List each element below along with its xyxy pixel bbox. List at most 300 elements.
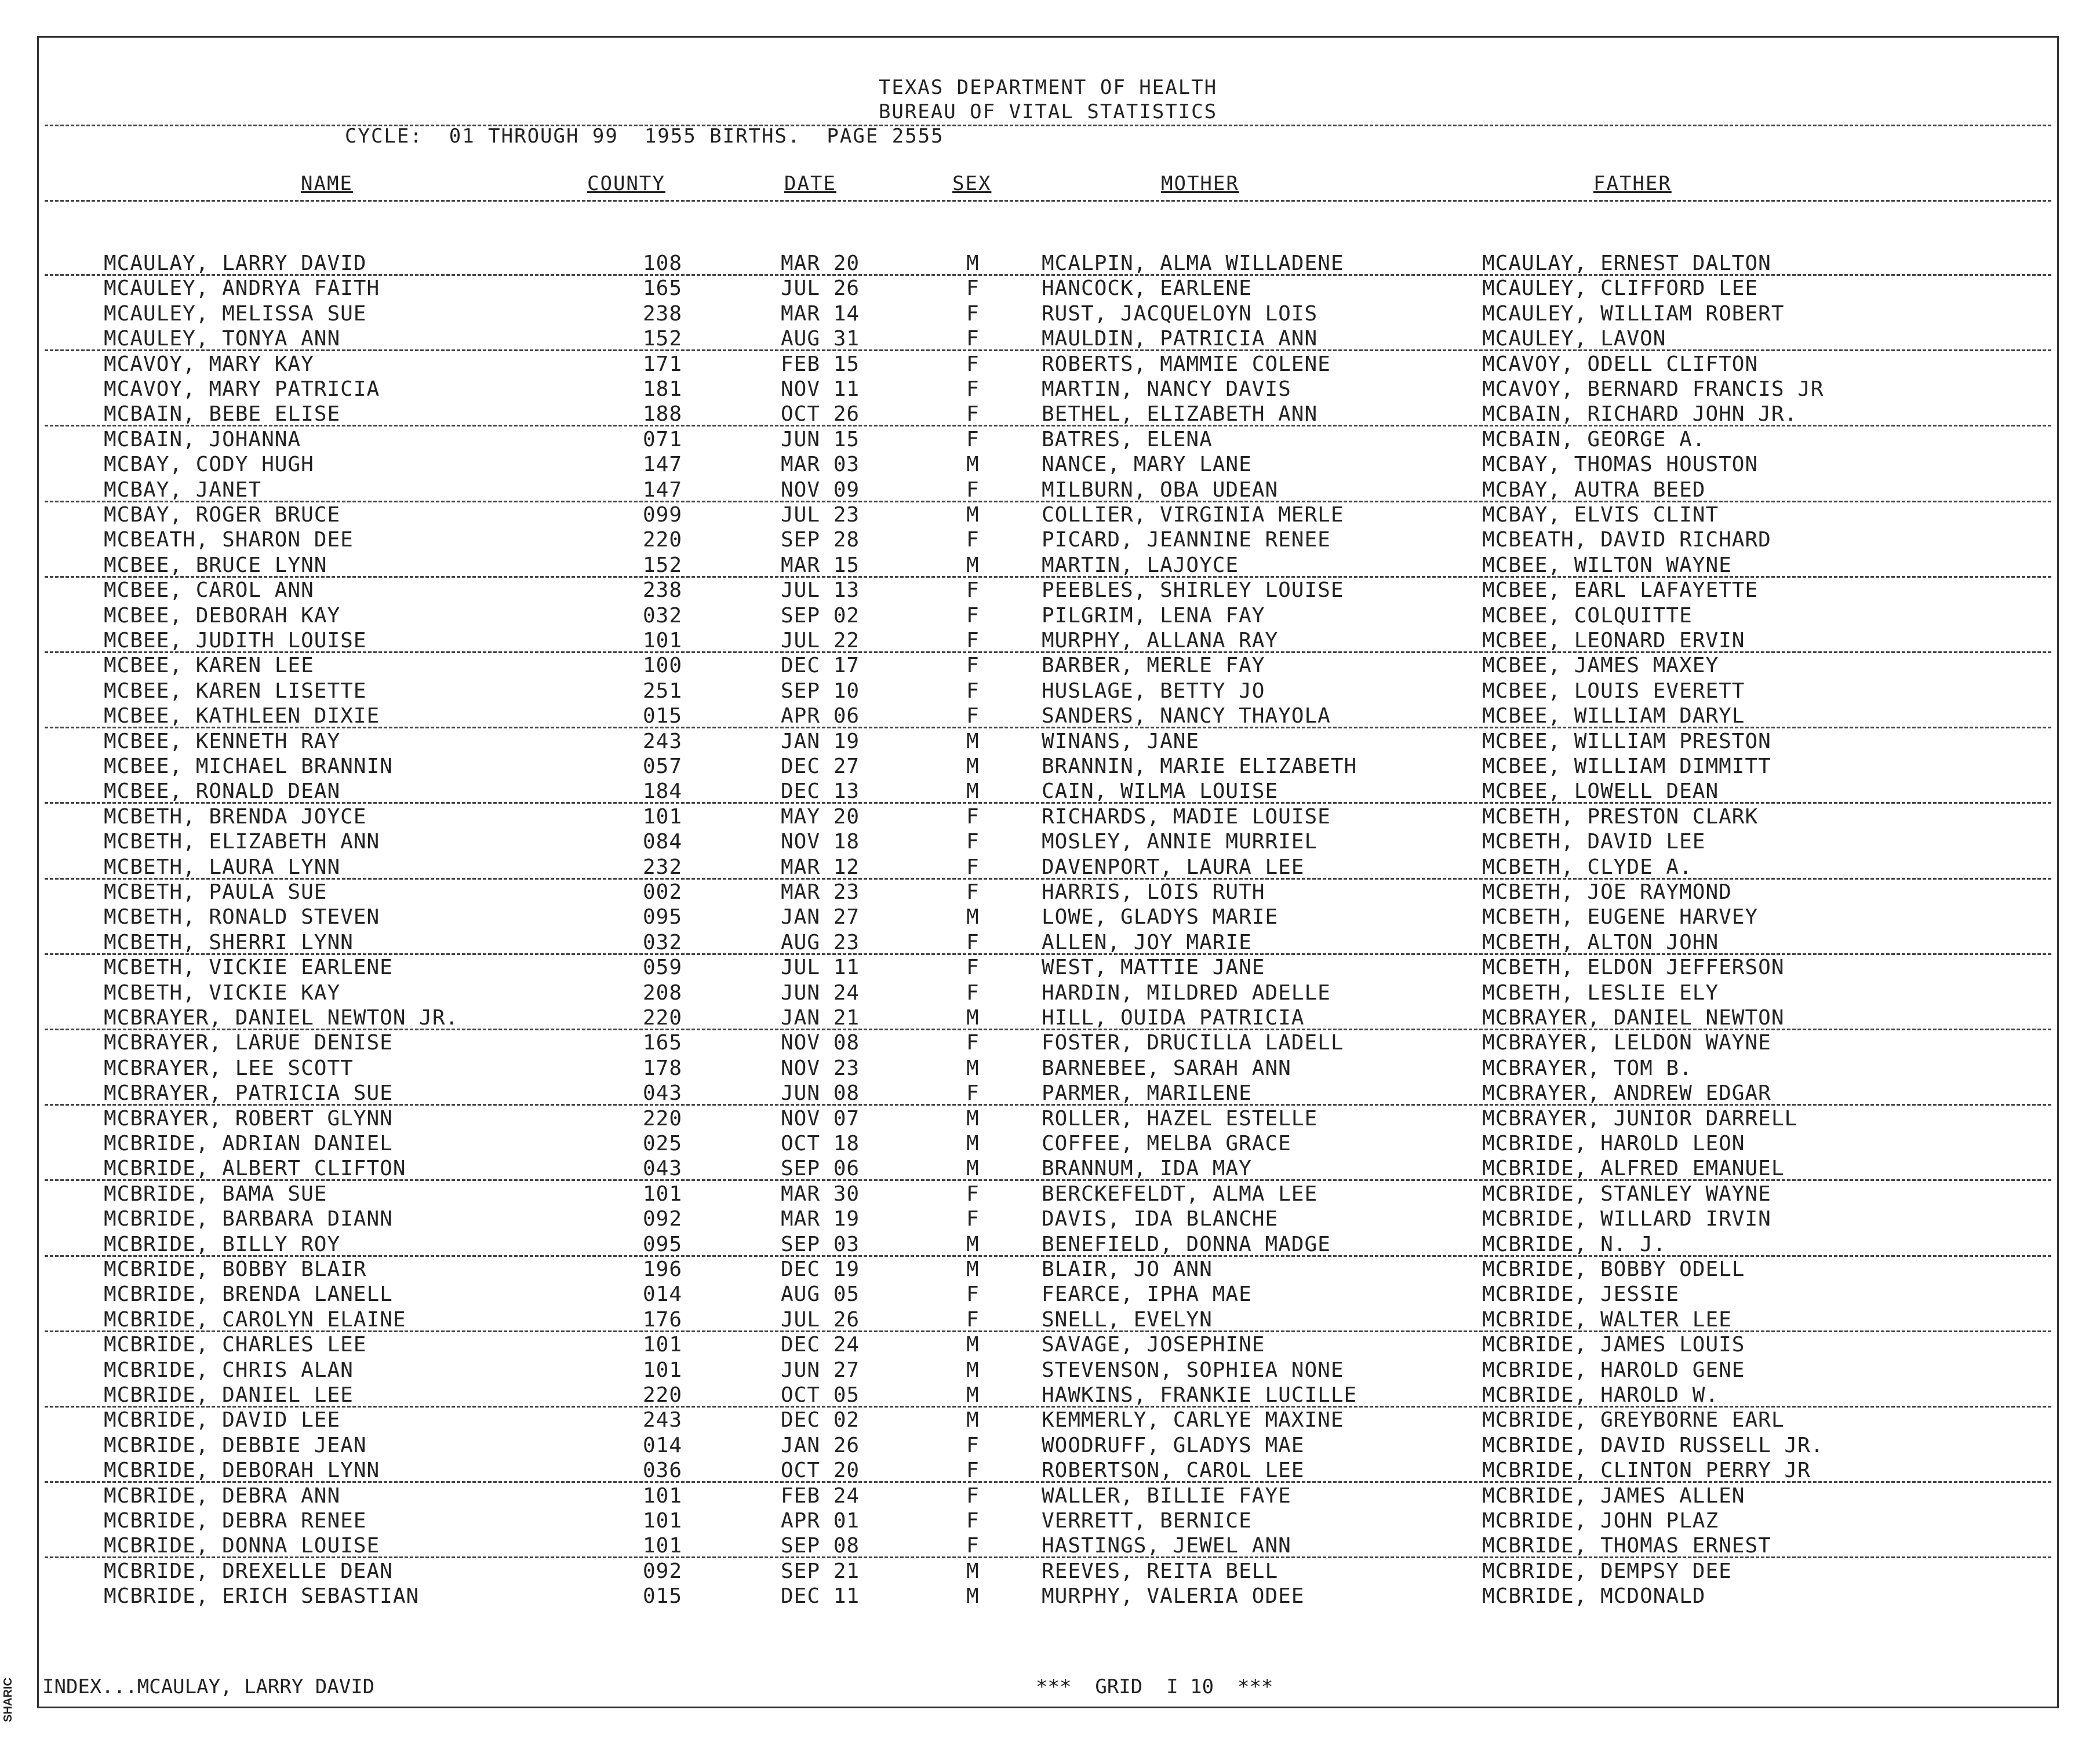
record-mother: REEVES, REITA BELL	[1042, 1559, 1279, 1583]
record-county: 015	[642, 704, 682, 728]
record-county: 014	[642, 1434, 682, 1457]
record-father: MCAULEY, CLIFFORD LEE	[1482, 276, 1759, 300]
record-date: APR 06	[781, 704, 860, 728]
record-father: MCBEE, WILLIAM DIMMITT	[1482, 754, 1771, 778]
record-name: MCBEE, BRUCE LYNN	[104, 553, 327, 577]
grid-label: *** GRID I 10 ***	[1036, 1675, 1273, 1698]
row-separator	[45, 727, 2051, 728]
record-sex: F	[966, 1031, 980, 1055]
record-sex: F	[966, 704, 980, 728]
column-header-name: NAME	[301, 172, 353, 195]
record-county: 099	[642, 503, 682, 527]
record-name: MCBRIDE, ADRIAN DANIEL	[104, 1132, 393, 1155]
record-county: 002	[642, 880, 682, 904]
record-sex: F	[966, 578, 980, 602]
record-date: DEC 27	[781, 754, 860, 778]
record-sex: F	[966, 1459, 980, 1482]
record-name: MCBRIDE, DONNA LOUISE	[104, 1534, 380, 1558]
record-date: DEC 02	[781, 1408, 860, 1432]
record-name: MCBRIDE, BILLY ROY	[104, 1233, 341, 1256]
record-date: SEP 08	[781, 1534, 860, 1558]
record-county: 165	[642, 1031, 682, 1055]
record-father: MCBEE, WILLIAM DARYL	[1482, 704, 1745, 728]
record-mother: PICARD, JEANNINE RENEE	[1042, 528, 1331, 552]
record-name: MCBRIDE, DAVID LEE	[104, 1408, 341, 1432]
record-father: MCBETH, PRESTON CLARK	[1482, 805, 1759, 829]
record-sex: M	[966, 453, 980, 476]
record-county: 084	[642, 830, 682, 854]
record-name: MCBEE, KENNETH RAY	[104, 730, 341, 753]
record-date: JUL 26	[781, 276, 860, 300]
record-date: JUN 24	[781, 981, 860, 1005]
record-county: 147	[642, 478, 682, 502]
record-name: MCBRAYER, LEE SCOTT	[104, 1056, 354, 1080]
record-date: MAR 30	[781, 1182, 860, 1206]
record-father: MCBETH, ELDON JEFFERSON	[1482, 956, 1785, 979]
record-father: MCAULAY, ERNEST DALTON	[1482, 251, 1771, 275]
record-county: 101	[642, 1484, 682, 1508]
row-separator	[45, 802, 2051, 804]
record-sex: F	[966, 276, 980, 300]
record-date: JUN 27	[781, 1358, 860, 1382]
record-father: MCAVOY, ODELL CLIFTON	[1482, 352, 1759, 376]
column-header-date: DATE	[784, 172, 836, 195]
record-date: JUL 11	[781, 956, 860, 979]
record-father: MCBRIDE, STANLEY WAYNE	[1482, 1182, 1771, 1206]
record-mother: BERCKEFELDT, ALMA LEE	[1042, 1182, 1318, 1206]
row-separator	[45, 1330, 2051, 1332]
record-sex: F	[966, 377, 980, 401]
column-header-mother: MOTHER	[1161, 172, 1239, 195]
record-date: DEC 24	[781, 1333, 860, 1357]
record-father: MCBRIDE, HAROLD W.	[1482, 1383, 1719, 1407]
record-sex: F	[966, 1282, 980, 1306]
record-name: MCAULEY, MELISSA SUE	[104, 302, 367, 326]
record-father: MCBRAYER, ANDREW EDGAR	[1482, 1081, 1771, 1105]
record-county: 178	[642, 1056, 682, 1080]
record-date: NOV 08	[781, 1031, 860, 1055]
record-county: 036	[642, 1459, 682, 1482]
record-mother: DAVENPORT, LAURA LEE	[1042, 855, 1305, 879]
record-name: MCBETH, SHERRI LYNN	[104, 931, 354, 954]
column-header-rule	[45, 200, 2051, 202]
record-county: 032	[642, 604, 682, 628]
record-sex: M	[966, 754, 980, 778]
row-separator	[45, 576, 2051, 578]
record-sex: F	[966, 352, 980, 376]
record-sex: F	[966, 327, 980, 351]
record-date: OCT 05	[781, 1383, 860, 1407]
record-mother: ROLLER, HAZEL ESTELLE	[1042, 1107, 1318, 1131]
record-mother: BATRES, ELENA	[1042, 428, 1213, 451]
record-date: JUL 26	[781, 1308, 860, 1332]
record-date: JAN 26	[781, 1434, 860, 1457]
record-date: NOV 18	[781, 830, 860, 854]
record-name: MCBEE, DEBORAH KAY	[104, 604, 341, 628]
record-name: MCBRIDE, BAMA SUE	[104, 1182, 327, 1206]
record-sex: M	[966, 905, 980, 929]
row-separator	[45, 1255, 2051, 1257]
record-county: 208	[642, 981, 682, 1005]
record-name: MCBRIDE, BOBBY BLAIR	[104, 1257, 367, 1281]
record-county: 108	[642, 251, 682, 275]
record-date: DEC 17	[781, 654, 860, 677]
record-sex: F	[966, 855, 980, 879]
record-father: MCBETH, EUGENE HARVEY	[1482, 905, 1759, 929]
record-sex: F	[966, 478, 980, 502]
record-name: MCBEE, JUDITH LOUISE	[104, 629, 367, 652]
record-county: 095	[642, 905, 682, 929]
column-header-county: COUNTY	[587, 172, 665, 195]
cycle-line: CYCLE: 01 THROUGH 99 1955 BIRTHS. PAGE 2555	[345, 125, 944, 148]
record-father: MCBEE, LOUIS EVERETT	[1482, 679, 1745, 703]
record-mother: BLAIR, JO ANN	[1042, 1257, 1213, 1281]
record-father: MCBRIDE, DAVID RUSSELL JR.	[1482, 1434, 1824, 1457]
record-mother: PEEBLES, SHIRLEY LOUISE	[1042, 578, 1344, 602]
record-county: 243	[642, 1408, 682, 1432]
record-sex: M	[966, 779, 980, 803]
record-date: AUG 23	[781, 931, 860, 954]
record-county: 176	[642, 1308, 682, 1332]
record-county: 025	[642, 1132, 682, 1155]
record-county: 196	[642, 1257, 682, 1281]
record-date: NOV 07	[781, 1107, 860, 1131]
record-name: MCBRIDE, DANIEL LEE	[104, 1383, 354, 1407]
record-name: MCBAIN, JOHANNA	[104, 428, 301, 451]
record-father: MCAULEY, WILLIAM ROBERT	[1482, 302, 1785, 326]
sharic-stamp: SHARIC	[1, 1678, 14, 1722]
record-father: MCBRIDE, N. J.	[1482, 1233, 1666, 1256]
row-separator	[45, 1556, 2051, 1558]
record-date: OCT 20	[781, 1459, 860, 1482]
row-separator	[45, 651, 2051, 653]
record-county: 101	[642, 1182, 682, 1206]
record-sex: M	[966, 553, 980, 577]
record-date: SEP 06	[781, 1157, 860, 1180]
record-father: MCBAY, AUTRA BEED	[1482, 478, 1706, 502]
record-sex: F	[966, 1434, 980, 1457]
record-mother: BENEFIELD, DONNA MADGE	[1042, 1233, 1331, 1256]
row-separator	[45, 878, 2051, 880]
record-date: DEC 13	[781, 779, 860, 803]
record-father: MCBAY, ELVIS CLINT	[1482, 503, 1719, 527]
record-name: MCBRIDE, DEBBIE JEAN	[104, 1434, 367, 1457]
record-father: MCBRAYER, DANIEL NEWTON	[1482, 1006, 1785, 1030]
record-date: SEP 28	[781, 528, 860, 552]
record-sex: F	[966, 604, 980, 628]
record-father: MCBRIDE, ALFRED EMANUEL	[1482, 1157, 1785, 1180]
record-name: MCAVOY, MARY KAY	[104, 352, 314, 376]
record-mother: SNELL, EVELYN	[1042, 1308, 1213, 1332]
record-date: JAN 19	[781, 730, 860, 753]
record-sex: M	[966, 1333, 980, 1357]
record-mother: DAVIS, IDA BLANCHE	[1042, 1207, 1279, 1231]
record-sex: M	[966, 1233, 980, 1256]
record-county: 171	[642, 352, 682, 376]
record-sex: F	[966, 805, 980, 829]
record-father: MCBEE, LEONARD ERVIN	[1482, 629, 1745, 652]
record-date: JUL 22	[781, 629, 860, 652]
record-date: MAR 23	[781, 880, 860, 904]
record-name: MCBRIDE, BRENDA LANELL	[104, 1282, 393, 1306]
record-mother: LOWE, GLADYS MARIE	[1042, 905, 1279, 929]
record-mother: RICHARDS, MADIE LOUISE	[1042, 805, 1331, 829]
column-header-sex: SEX	[952, 172, 992, 195]
record-sex: M	[966, 1383, 980, 1407]
record-mother: BRANNUM, IDA MAY	[1042, 1157, 1252, 1180]
record-sex: M	[966, 1056, 980, 1080]
record-father: MCBEE, WILTON WAYNE	[1482, 553, 1732, 577]
record-mother: HARRIS, LOIS RUTH	[1042, 880, 1265, 904]
record-name: MCBRIDE, ALBERT CLIFTON	[104, 1157, 406, 1180]
row-separator	[45, 1179, 2051, 1181]
record-mother: VERRETT, BERNICE	[1042, 1509, 1252, 1533]
record-county: 181	[642, 377, 682, 401]
row-separator	[45, 1481, 2051, 1483]
record-mother: ROBERTS, MAMMIE COLENE	[1042, 352, 1331, 376]
record-sex: F	[966, 956, 980, 979]
record-sex: M	[966, 251, 980, 275]
record-county: 071	[642, 428, 682, 451]
record-father: MCBEE, LOWELL DEAN	[1482, 779, 1719, 803]
record-name: MCBAY, CODY HUGH	[104, 453, 314, 476]
record-father: MCBEE, EARL LAFAYETTE	[1482, 578, 1759, 602]
record-father: MCBRIDE, WALTER LEE	[1482, 1308, 1732, 1332]
record-mother: HASTINGS, JEWEL ANN	[1042, 1534, 1291, 1558]
record-date: OCT 18	[781, 1132, 860, 1155]
record-sex: M	[966, 503, 980, 527]
record-date: JUL 13	[781, 578, 860, 602]
record-sex: F	[966, 880, 980, 904]
record-father: MCBRIDE, GREYBORNE EARL	[1482, 1408, 1785, 1432]
record-sex: F	[966, 402, 980, 426]
record-mother: RUST, JACQUELOYN LOIS	[1042, 302, 1318, 326]
record-sex: M	[966, 730, 980, 753]
record-father: MCBRIDE, JAMES LOUIS	[1482, 1333, 1745, 1357]
record-mother: SANDERS, NANCY THAYOLA	[1042, 704, 1331, 728]
record-father: MCBRIDE, HAROLD LEON	[1482, 1132, 1745, 1155]
record-name: MCBRIDE, BARBARA DIANN	[104, 1207, 393, 1231]
microfiche-sheet	[37, 36, 2059, 1708]
record-county: 092	[642, 1207, 682, 1231]
record-father: MCBRIDE, HAROLD GENE	[1482, 1358, 1745, 1382]
record-father: MCBRAYER, JUNIOR DARRELL	[1482, 1107, 1798, 1131]
record-name: MCBRIDE, CAROLYN ELAINE	[104, 1308, 406, 1332]
record-sex: F	[966, 981, 980, 1005]
row-separator	[45, 1104, 2051, 1106]
record-mother: BARNEBEE, SARAH ANN	[1042, 1056, 1291, 1080]
record-name: MCBETH, BRENDA JOYCE	[104, 805, 367, 829]
record-father: MCBRIDE, THOMAS ERNEST	[1482, 1534, 1771, 1558]
record-father: MCBETH, JOE RAYMOND	[1482, 880, 1732, 904]
record-mother: KEMMERLY, CARLYE MAXINE	[1042, 1408, 1344, 1432]
record-mother: MCALPIN, ALMA WILLADENE	[1042, 251, 1344, 275]
record-mother: WEST, MATTIE JANE	[1042, 956, 1265, 979]
record-father: MCBRIDE, JAMES ALLEN	[1482, 1484, 1745, 1508]
record-county: 101	[642, 1333, 682, 1357]
record-father: MCBRIDE, CLINTON PERRY JR	[1482, 1459, 1811, 1482]
record-name: MCAULAY, LARRY DAVID	[104, 251, 367, 275]
record-name: MCBEE, KAREN LISETTE	[104, 679, 367, 703]
record-sex: F	[966, 1534, 980, 1558]
record-mother: HANCOCK, EARLENE	[1042, 276, 1252, 300]
row-separator	[45, 1029, 2051, 1030]
record-county: 015	[642, 1584, 682, 1608]
record-sex: F	[966, 1081, 980, 1105]
record-name: MCAULEY, ANDRYA FAITH	[104, 276, 380, 300]
record-father: MCAULEY, LAVON	[1482, 327, 1666, 351]
record-county: 165	[642, 276, 682, 300]
record-name: MCBEATH, SHARON DEE	[104, 528, 354, 552]
record-county: 101	[642, 1534, 682, 1558]
record-county: 220	[642, 1006, 682, 1030]
record-date: NOV 23	[781, 1056, 860, 1080]
row-separator	[45, 501, 2051, 502]
record-mother: FOSTER, DRUCILLA LADELL	[1042, 1031, 1344, 1055]
record-county: 043	[642, 1157, 682, 1180]
record-county: 095	[642, 1233, 682, 1256]
record-sex: F	[966, 1509, 980, 1533]
record-mother: WOODRUFF, GLADYS MAE	[1042, 1434, 1305, 1457]
record-name: MCAULEY, TONYA ANN	[104, 327, 341, 351]
record-mother: MURPHY, ALLANA RAY	[1042, 629, 1279, 652]
record-county: 152	[642, 327, 682, 351]
record-county: 243	[642, 730, 682, 753]
record-name: MCBEE, CAROL ANN	[104, 578, 314, 602]
record-mother: PARMER, MARILENE	[1042, 1081, 1252, 1105]
record-name: MCBAY, ROGER BRUCE	[104, 503, 341, 527]
record-father: MCBRIDE, BOBBY ODELL	[1482, 1257, 1745, 1281]
record-sex: F	[966, 1308, 980, 1332]
record-father: MCBETH, CLYDE A.	[1482, 855, 1693, 879]
record-name: MCBEE, RONALD DEAN	[104, 779, 341, 803]
record-sex: M	[966, 1132, 980, 1155]
record-sex: F	[966, 528, 980, 552]
record-date: MAR 12	[781, 855, 860, 879]
record-name: MCBAIN, BEBE ELISE	[104, 402, 341, 426]
record-father: MCBEATH, DAVID RICHARD	[1482, 528, 1771, 552]
record-county: 251	[642, 679, 682, 703]
record-date: MAR 14	[781, 302, 860, 326]
record-county: 238	[642, 578, 682, 602]
record-sex: F	[966, 428, 980, 451]
record-father: MCBETH, LESLIE ELY	[1482, 981, 1719, 1005]
record-name: MCBRAYER, PATRICIA SUE	[104, 1081, 393, 1105]
record-name: MCBRIDE, CHRIS ALAN	[104, 1358, 354, 1382]
record-date: JUL 23	[781, 503, 860, 527]
record-county: 014	[642, 1282, 682, 1306]
department-title: TEXAS DEPARTMENT OF HEALTH	[878, 76, 1218, 99]
record-sex: F	[966, 654, 980, 677]
record-mother: WALLER, BILLIE FAYE	[1042, 1484, 1291, 1508]
record-date: AUG 31	[781, 327, 860, 351]
record-name: MCBETH, ELIZABETH ANN	[104, 830, 380, 854]
record-county: 043	[642, 1081, 682, 1105]
record-name: MCBRIDE, ERICH SEBASTIAN	[104, 1584, 420, 1608]
record-date: SEP 03	[781, 1233, 860, 1256]
record-date: MAR 19	[781, 1207, 860, 1231]
record-name: MCBAY, JANET	[104, 478, 262, 502]
record-father: MCBRAYER, TOM B.	[1482, 1056, 1693, 1080]
record-father: MCBRIDE, JOHN PLAZ	[1482, 1509, 1719, 1533]
record-date: SEP 21	[781, 1559, 860, 1583]
record-mother: MAULDIN, PATRICIA ANN	[1042, 327, 1318, 351]
record-mother: FEARCE, IPHA MAE	[1042, 1282, 1252, 1306]
record-sex: F	[966, 931, 980, 954]
record-father: MCBRIDE, DEMPSY DEE	[1482, 1559, 1732, 1583]
record-name: MCBRIDE, DEBORAH LYNN	[104, 1459, 380, 1482]
record-mother: SAVAGE, JOSEPHINE	[1042, 1333, 1265, 1357]
record-name: MCBRAYER, DANIEL NEWTON JR.	[104, 1006, 459, 1030]
record-mother: WINANS, JANE	[1042, 730, 1200, 753]
row-separator	[45, 1406, 2051, 1408]
record-sex: M	[966, 1006, 980, 1030]
record-father: MCBRIDE, JESSIE	[1482, 1282, 1680, 1306]
record-mother: STEVENSON, SOPHIEA NONE	[1042, 1358, 1344, 1382]
record-date: MAR 15	[781, 553, 860, 577]
record-county: 232	[642, 855, 682, 879]
record-date: FEB 24	[781, 1484, 860, 1508]
record-date: DEC 11	[781, 1584, 860, 1608]
record-sex: M	[966, 1107, 980, 1131]
record-mother: ROBERTSON, CAROL LEE	[1042, 1459, 1305, 1482]
record-name: MCBRAYER, LARUE DENISE	[104, 1031, 393, 1055]
record-date: MAR 20	[781, 251, 860, 275]
record-mother: BARBER, MERLE FAY	[1042, 654, 1265, 677]
record-sex: M	[966, 1584, 980, 1608]
record-date: NOV 11	[781, 377, 860, 401]
record-name: MCBETH, VICKIE EARLENE	[104, 956, 393, 979]
record-county: 101	[642, 629, 682, 652]
record-county: 101	[642, 1358, 682, 1382]
record-date: SEP 02	[781, 604, 860, 628]
record-sex: F	[966, 679, 980, 703]
row-separator	[45, 425, 2051, 426]
record-date: MAY 20	[781, 805, 860, 829]
record-mother: COLLIER, VIRGINIA MERLE	[1042, 503, 1344, 527]
record-mother: HARDIN, MILDRED ADELLE	[1042, 981, 1331, 1005]
record-father: MCBEE, JAMES MAXEY	[1482, 654, 1719, 677]
record-mother: HAWKINS, FRANKIE LUCILLE	[1042, 1383, 1357, 1407]
record-county: 101	[642, 1509, 682, 1533]
record-mother: PILGRIM, LENA FAY	[1042, 604, 1265, 628]
record-county: 100	[642, 654, 682, 677]
record-mother: NANCE, MARY LANE	[1042, 453, 1252, 476]
index-footer: INDEX...MCAULAY, LARRY DAVID	[42, 1675, 375, 1698]
record-name: MCBRIDE, DREXELLE DEAN	[104, 1559, 393, 1583]
record-father: MCBRIDE, MCDONALD	[1482, 1584, 1706, 1608]
record-mother: BETHEL, ELIZABETH ANN	[1042, 402, 1318, 426]
record-county: 059	[642, 956, 682, 979]
record-name: MCBRIDE, DEBRA ANN	[104, 1484, 341, 1508]
record-county: 092	[642, 1559, 682, 1583]
record-sex: M	[966, 1408, 980, 1432]
record-date: NOV 09	[781, 478, 860, 502]
record-sex: F	[966, 629, 980, 652]
record-father: MCAVOY, BERNARD FRANCIS JR	[1482, 377, 1824, 401]
record-name: MCBETH, RONALD STEVEN	[104, 905, 380, 929]
record-county: 220	[642, 1383, 682, 1407]
row-separator	[45, 349, 2051, 351]
record-name: MCBRAYER, ROBERT GLYNN	[104, 1107, 393, 1131]
record-mother: MARTIN, LAJOYCE	[1042, 553, 1239, 577]
record-name: MCBETH, PAULA SUE	[104, 880, 327, 904]
record-county: 101	[642, 805, 682, 829]
record-name: MCBEE, MICHAEL BRANNIN	[104, 754, 393, 778]
record-name: MCBETH, LAURA LYNN	[104, 855, 341, 879]
record-date: JAN 27	[781, 905, 860, 929]
record-date: JUN 15	[781, 428, 860, 451]
